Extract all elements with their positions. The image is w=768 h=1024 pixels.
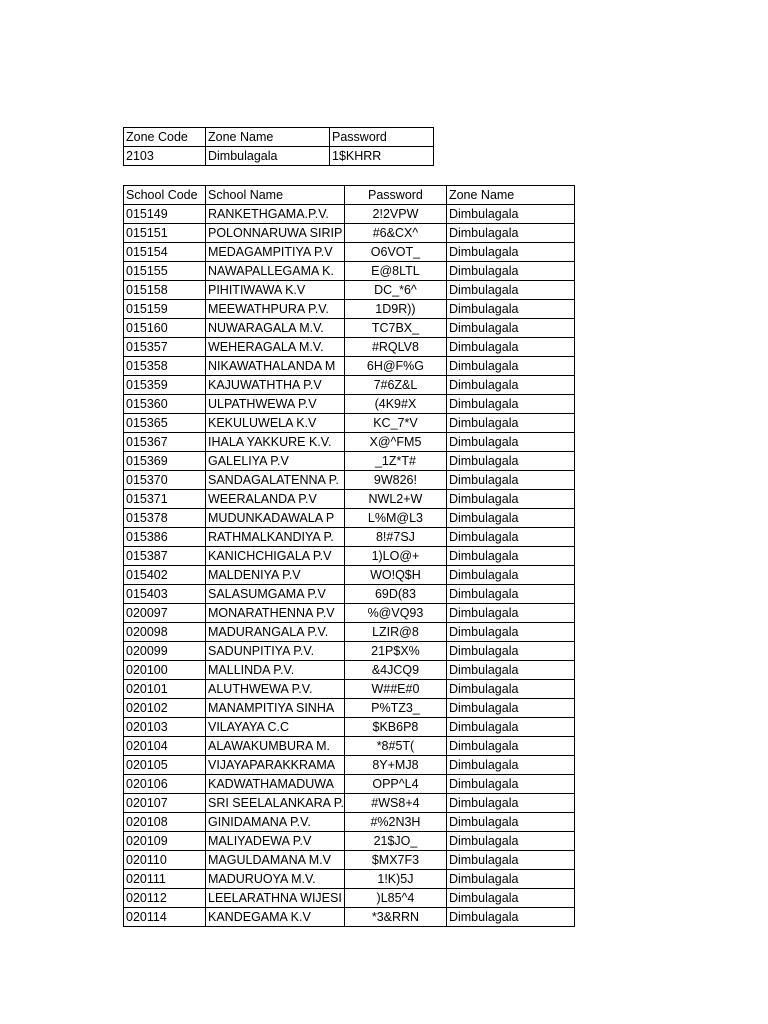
school-name-cell: PIHITIWAWA K.V [206,281,345,300]
school-code-cell: 020101 [124,680,206,699]
zone-name-cell: Dimbulagala [446,414,574,433]
zone-name-cell: Dimbulagala [446,756,574,775]
zone-name-cell: Dimbulagala [446,281,574,300]
school-header-row [124,186,575,205]
table-row [124,243,575,262]
school-name-cell: GINIDAMANA P.V. [206,813,345,832]
table-row [124,376,575,395]
zone-name-cell: Dimbulagala [446,471,574,490]
password-cell: OPP^L4 [344,775,446,794]
school-name-cell: KADWATHAMADUWA [206,775,345,794]
table-row [124,908,575,927]
table-row [124,338,575,357]
table-row [124,623,575,642]
table-row [124,262,575,281]
zone-name-cell: Dimbulagala [446,338,574,357]
school-name-cell: MAGULDAMANA M.V [206,851,345,870]
zone-table [123,127,434,166]
table-row [124,832,575,851]
password-cell: 7#6Z&L [344,376,446,395]
school-code-cell: 015160 [124,319,206,338]
zone-name-cell: Dimbulagala [446,376,574,395]
school-name-cell: MADURANGALA P.V. [206,623,345,642]
school-code-cell: 015371 [124,490,206,509]
zone-name-cell: Dimbulagala [446,908,574,927]
table-row [124,414,575,433]
school-code-cell: 020104 [124,737,206,756]
school-code-cell: 020099 [124,642,206,661]
table-row [124,813,575,832]
table-row [124,661,575,680]
table-row [124,490,575,509]
school-name-cell: LEELARATHNA WIJESI [206,889,345,908]
zone-name-cell: Dimbulagala [446,623,574,642]
table-row [124,699,575,718]
password-cell: DC_*6^ [344,281,446,300]
table-row [124,756,575,775]
school-name-cell: MUDUNKADAWALA P [206,509,345,528]
header-school-code: School Code [124,186,206,205]
table-row [124,300,575,319]
school-code-cell: 015367 [124,433,206,452]
school-name-cell: RATHMALKANDIYA P. [206,528,345,547]
school-code-cell: 015365 [124,414,206,433]
school-name-cell: NAWAPALLEGAMA K. [206,262,345,281]
zone-name-cell: Dimbulagala [446,680,574,699]
school-name-cell: MALIYADEWA P.V [206,832,345,851]
password-cell: &4JCQ9 [344,661,446,680]
school-name-cell: ULPATHWEWA P.V [206,395,345,414]
password-cell: NWL2+W [344,490,446,509]
school-name-cell: NIKAWATHALANDA M [206,357,345,376]
school-code-cell: 015386 [124,528,206,547]
zone-code-cell: 2103 [124,147,206,166]
table-row [124,547,575,566]
password-cell: WO!Q$H [344,566,446,585]
zone-name-cell: Dimbulagala [446,661,574,680]
zone-name-cell: Dimbulagala [446,642,574,661]
table-row [124,680,575,699]
zone-name-cell: Dimbulagala [446,319,574,338]
password-cell: $KB6P8 [344,718,446,737]
school-name-cell: RANKETHGAMA.P.V. [206,205,345,224]
password-cell: TC7BX_ [344,319,446,338]
school-code-cell: 015369 [124,452,206,471]
password-cell: W##E#0 [344,680,446,699]
zone-name-cell: Dimbulagala [446,813,574,832]
zone-name-cell: Dimbulagala [446,262,574,281]
table-row [124,604,575,623]
school-table-body [124,205,575,927]
zone-name-cell: Dimbulagala [446,699,574,718]
zone-name-cell: Dimbulagala [446,205,574,224]
school-code-cell: 020102 [124,699,206,718]
school-code-cell: 015359 [124,376,206,395]
table-row [124,870,575,889]
school-code-cell: 015159 [124,300,206,319]
school-name-cell: NUWARAGALA M.V. [206,319,345,338]
password-cell: $MX7F3 [344,851,446,870]
header-password: Password [330,128,434,147]
school-code-cell: 020107 [124,794,206,813]
school-code-cell: 020110 [124,851,206,870]
password-cell: L%M@L3 [344,509,446,528]
school-name-cell: MADURUOYA M.V. [206,870,345,889]
school-code-cell: 020112 [124,889,206,908]
table-row [124,224,575,243]
table-row [124,566,575,585]
school-name-cell: IHALA YAKKURE K.V. [206,433,345,452]
password-cell: 9W826! [344,471,446,490]
table-row [124,889,575,908]
school-code-cell: 020103 [124,718,206,737]
school-code-cell: 020106 [124,775,206,794]
school-code-cell: 015360 [124,395,206,414]
school-name-cell: WEHERAGALA M.V. [206,338,345,357]
password-cell: 1!K)5J [344,870,446,889]
zone-name-cell: Dimbulagala [446,604,574,623]
password-cell: 1)LO@+ [344,547,446,566]
school-code-cell: 015149 [124,205,206,224]
zone-name-cell: Dimbulagala [446,547,574,566]
school-name-cell: VIJAYAPARAKKRAMA [206,756,345,775]
table-row [124,319,575,338]
zone-name-cell: Dimbulagala [446,870,574,889]
password-cell: O6VOT_ [344,243,446,262]
school-code-cell: 015155 [124,262,206,281]
school-name-cell: MONARATHENNA P.V [206,604,345,623]
password-cell: 69D(83 [344,585,446,604]
zone-name-cell: Dimbulagala [446,243,574,262]
table-row [124,585,575,604]
school-code-cell: 015402 [124,566,206,585]
zone-name-cell: Dimbulagala [446,851,574,870]
zone-name-cell: Dimbulagala [446,452,574,471]
table-row [124,775,575,794]
school-name-cell: KANICHCHIGALA P.V [206,547,345,566]
header-school-name: School Name [206,186,345,205]
password-cell: (4K9#X [344,395,446,414]
school-table [123,185,575,927]
school-name-cell: POLONNARUWA SIRIP [206,224,345,243]
zone-name-cell: Dimbulagala [446,395,574,414]
zone-name-cell: Dimbulagala [446,737,574,756]
table-row [124,737,575,756]
zone-header-row [124,128,434,147]
password-cell: 8Y+MJ8 [344,756,446,775]
table-row [124,528,575,547]
school-name-cell: KAJUWATHTHA P.V [206,376,345,395]
table-row [124,357,575,376]
school-name-cell: SRI SEELALANKARA P. [206,794,345,813]
table-row [124,452,575,471]
school-code-cell: 015387 [124,547,206,566]
table-row [124,395,575,414]
zone-name-cell: Dimbulagala [446,566,574,585]
school-code-cell: 020105 [124,756,206,775]
school-name-cell: MANAMPITIYA SINHA [206,699,345,718]
school-name-cell: SALASUMGAMA P.V [206,585,345,604]
school-name-cell: SANDAGALATENNA P. [206,471,345,490]
password-cell: P%TZ3_ [344,699,446,718]
table-row [124,205,575,224]
zone-name-cell: Dimbulagala [446,585,574,604]
password-cell: 8!#7SJ [344,528,446,547]
zone-data-row [124,147,434,166]
school-code-cell: 015151 [124,224,206,243]
school-name-cell: KANDEGAMA K.V [206,908,345,927]
header-zone-code: Zone Code [124,128,206,147]
header-zone-name: Zone Name [446,186,574,205]
password-cell: 21$JO_ [344,832,446,851]
school-name-cell: ALUTHWEWA P.V. [206,680,345,699]
password-cell: *3&RRN [344,908,446,927]
school-code-cell: 015158 [124,281,206,300]
school-name-cell: KEKULUWELA K.V [206,414,345,433]
zone-name-cell: Dimbulagala [446,509,574,528]
zone-name-cell: Dimbulagala [446,718,574,737]
school-name-cell: GALELIYA P.V [206,452,345,471]
school-code-cell: 015357 [124,338,206,357]
school-code-cell: 015358 [124,357,206,376]
zone-name-cell: Dimbulagala [206,147,330,166]
school-code-cell: 020100 [124,661,206,680]
table-row [124,642,575,661]
password-cell: #WS8+4 [344,794,446,813]
header-zone-name: Zone Name [206,128,330,147]
zone-name-cell: Dimbulagala [446,357,574,376]
zone-name-cell: Dimbulagala [446,300,574,319]
table-row [124,281,575,300]
zone-name-cell: Dimbulagala [446,224,574,243]
password-cell: #%2N3H [344,813,446,832]
password-cell: %@VQ93 [344,604,446,623]
zone-name-cell: Dimbulagala [446,490,574,509]
school-name-cell: MALDENIYA P.V [206,566,345,585]
password-cell: )L85^4 [344,889,446,908]
password-cell: #RQLV8 [344,338,446,357]
zone-password-cell: 1$KHRR [330,147,434,166]
table-row [124,718,575,737]
school-code-cell: 020111 [124,870,206,889]
school-code-cell: 015154 [124,243,206,262]
school-name-cell: ALAWAKUMBURA M. [206,737,345,756]
school-code-cell: 020114 [124,908,206,927]
zone-name-cell: Dimbulagala [446,794,574,813]
school-name-cell: SADUNPITIYA P.V. [206,642,345,661]
school-code-cell: 020097 [124,604,206,623]
password-cell: #6&CX^ [344,224,446,243]
school-code-cell: 020108 [124,813,206,832]
password-cell: LZIR@8 [344,623,446,642]
zone-name-cell: Dimbulagala [446,528,574,547]
school-name-cell: VILAYAYA C.C [206,718,345,737]
school-code-cell: 020109 [124,832,206,851]
password-cell: KC_7*V [344,414,446,433]
password-cell: *8#5T( [344,737,446,756]
table-row [124,509,575,528]
school-code-cell: 020098 [124,623,206,642]
school-code-cell: 015403 [124,585,206,604]
school-code-cell: 015370 [124,471,206,490]
password-cell: 21P$X% [344,642,446,661]
header-password: Password [344,186,446,205]
school-name-cell: MALLINDA P.V. [206,661,345,680]
table-row [124,794,575,813]
zone-name-cell: Dimbulagala [446,832,574,851]
password-cell: E@8LTL [344,262,446,281]
zone-name-cell: Dimbulagala [446,775,574,794]
school-name-cell: MEDAGAMPITIYA P.V [206,243,345,262]
school-code-cell: 015378 [124,509,206,528]
password-cell: _1Z*T# [344,452,446,471]
table-row [124,851,575,870]
password-cell: 2!2VPW [344,205,446,224]
table-row [124,433,575,452]
table-row [124,471,575,490]
school-name-cell: WEERALANDA P.V [206,490,345,509]
zone-name-cell: Dimbulagala [446,433,574,452]
password-cell: 1D9R)) [344,300,446,319]
school-name-cell: MEEWATHPURA P.V. [206,300,345,319]
password-cell: 6H@F%G [344,357,446,376]
password-cell: X@^FM5 [344,433,446,452]
zone-name-cell: Dimbulagala [446,889,574,908]
